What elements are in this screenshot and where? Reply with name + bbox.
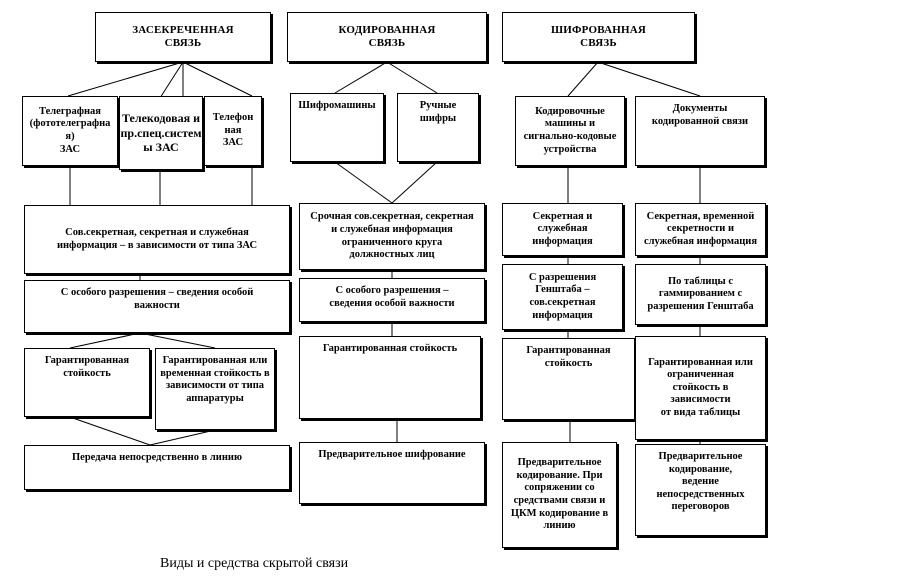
zas-info: Сов.секретная, секретная и служебная информация – в зависимости от типа ЗАС: [24, 205, 290, 274]
header-cipher: ШИФРОВАННАЯ СВЯЗЬ: [502, 12, 695, 62]
cipher-info-right: Секретная, временной секретности и служебная информация: [635, 203, 766, 256]
cipher-info-left: Секретная и служебная информация: [502, 203, 623, 256]
cipher-guaranteed: Гарантированная стойкость: [502, 338, 635, 420]
zas-transmission: Передача непосредственно в линию: [24, 445, 290, 490]
cipher-tables: По таблицы с гаммированием с разрешения Генштаба: [635, 264, 766, 325]
coded-guaranteed: Гарантированная стойкость: [299, 336, 481, 419]
cipher-pre-coding-left: Предварительное кодирование. При сопряжении со средствами связи и ЦКМ кодирование в линию: [502, 442, 617, 548]
header-coded: КОДИРОВАННАЯ СВЯЗЬ: [287, 12, 487, 62]
zas-guaranteed: Гарантированная стойкость: [24, 348, 150, 417]
cipher-genshtab: С разрешения Генштаба – сов.секретная информация: [502, 264, 623, 330]
cipher-coding-machines: Кодировочные машины и сигнально-кодовые устройства: [515, 96, 625, 166]
cipher-guaranteed-or-temp: Гарантированная или ограниченная стойкость в зависимости от вида таблицы: [635, 336, 766, 440]
zas-guaranteed-or-temp: Гарантированная или временная стойкость в зависимости от типа аппаратуры: [155, 348, 275, 430]
zas-telegraph: Телеграфная (фототелеграфна я) ЗАС: [22, 96, 118, 166]
zas-telecode: Телекодовая и пр.спец.систем ы ЗАС: [119, 96, 203, 170]
coded-encryption-machines: Шифромашины: [290, 93, 384, 162]
cipher-coded-docs: Документы кодированной связи: [635, 96, 765, 166]
coded-manual-ciphers: Ручные шифры: [397, 93, 479, 162]
zas-special: С особого разрешения – сведения особой важности: [24, 280, 290, 333]
coded-special: С особого разрешения – сведения особой важности: [299, 278, 485, 322]
coded-info: Срочная сов.секретная, секретная и служебная информация ограниченного круга должностных лиц: [299, 203, 485, 270]
figure-caption: Виды и средства скрытой связи: [160, 556, 349, 571]
zas-phone: Телефон ная ЗАС: [204, 96, 262, 166]
header-zas: ЗАСЕКРЕЧЕННАЯ СВЯЗЬ: [95, 12, 271, 62]
cipher-pre-coding-right: Предварительное кодирование, ведение непосредственных переговоров: [635, 444, 766, 536]
coded-pre-encryption: Предварительное шифрование: [299, 442, 485, 504]
